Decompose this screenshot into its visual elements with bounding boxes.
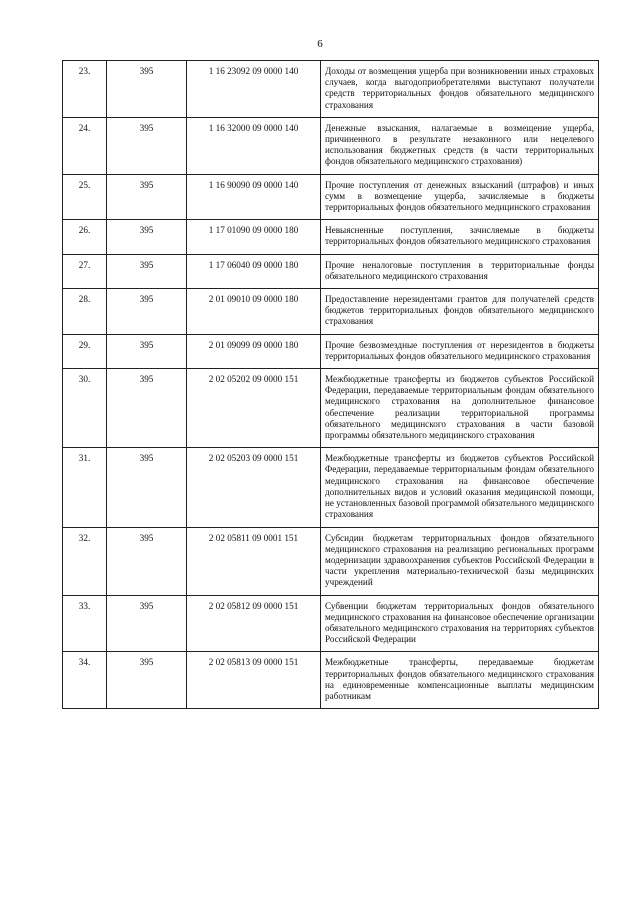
revenue-description: Денежные взыскания, налагаемые в возмещение ущерба, причиненного в результате незаконного или нецелевого использования бюджетных средств (в части территориальных фондов обязательного медицинского страхования) [321,117,599,174]
revenue-code: 2 02 05203 09 0000 151 [187,448,321,527]
revenue-description: Предоставление нерезидентами грантов для получателей средств бюджетов территориальных фондов обязательного медицинского страхования [321,289,599,335]
row-number: 29. [63,334,107,368]
revenue-code: 2 02 05812 09 0000 151 [187,595,321,652]
administrator-code: 395 [107,652,187,709]
administrator-code: 395 [107,595,187,652]
revenue-description: Прочие безвозмездные поступления от нерезидентов в бюджеты территориальных фондов обязательного медицинского страхования [321,334,599,368]
table-row [63,527,599,595]
row-number: 28. [63,289,107,335]
table-row [63,254,599,288]
table-row [63,595,599,652]
revenue-code: 2 02 05202 09 0000 151 [187,369,321,448]
table-row [63,652,599,709]
page-number: 6 [317,38,323,50]
revenue-code: 1 16 32000 09 0000 140 [187,117,321,174]
table-row [63,117,599,174]
revenue-code: 2 01 09099 09 0000 180 [187,334,321,368]
administrator-code: 395 [107,527,187,595]
administrator-code: 395 [107,334,187,368]
row-number: 31. [63,448,107,527]
revenue-description: Межбюджетные трансферты из бюджетов субъектов Российской Федерации, передаваемые территориальным фондам обязательного медицинского страхования на финансовое обеспечение дополнительных видов и условий оказания медицинской помощи, не установленных базовой программой обязательного медицинского страхования [321,448,599,527]
row-number: 26. [63,220,107,254]
revenue-description: Межбюджетные трансферты из бюджетов субъектов Российской Федерации, передаваемые территориальным фондам обязательного медицинского страхования на дополнительное финансовое обеспечение реализации территориальной программы обязательного медицинского страхования в части базовой программы обязательного медицинского страхования [321,369,599,448]
row-number: 24. [63,117,107,174]
revenue-code: 2 01 09010 09 0000 180 [187,289,321,335]
row-number: 34. [63,652,107,709]
administrator-code: 395 [107,117,187,174]
revenue-description: Невыясненные поступления, зачисляемые в бюджеты территориальных фондов обязательного медицинского страхования [321,220,599,254]
row-number: 27. [63,254,107,288]
table-row [63,334,599,368]
revenue-description: Доходы от возмещения ущерба при возникновении иных страховых случаев, когда выгодоприобретателями выступают получатели средств территориальных фондов обязательного медицинского страхования [321,61,599,118]
table-row [63,220,599,254]
revenue-code: 2 02 05813 09 0000 151 [187,652,321,709]
revenue-code: 1 16 90090 09 0000 140 [187,174,321,220]
revenue-code: 2 02 05811 09 0001 151 [187,527,321,595]
revenue-description: Прочие неналоговые поступления в территориальные фонды обязательного медицинского страхования [321,254,599,288]
row-number: 23. [63,61,107,118]
revenue-description: Субсидии бюджетам территориальных фондов обязательного медицинского страхования на реализацию региональных программ модернизации здравоохранения субъектов Российской Федерации в части укрепления материально-технической базы медицинских учреждений [321,527,599,595]
row-number: 25. [63,174,107,220]
table-row [63,174,599,220]
administrator-code: 395 [107,220,187,254]
table-row [63,61,599,118]
revenue-code: 1 17 06040 09 0000 180 [187,254,321,288]
revenue-code: 1 16 23092 09 0000 140 [187,61,321,118]
revenue-code: 1 17 01090 09 0000 180 [187,220,321,254]
row-number: 32. [63,527,107,595]
table-row [63,448,599,527]
table-row [63,369,599,448]
revenue-description: Прочие поступления от денежных взысканий (штрафов) и иных сумм в возмещение ущерба, зачисляемые в бюджеты территориальных фондов обязательного медицинского страхования [321,174,599,220]
table-row [63,289,599,335]
administrator-code: 395 [107,174,187,220]
revenue-description: Межбюджетные трансферты, передаваемые бюджетам территориальных фондов обязательного медицинского страхования на единовременные компенсационные выплаты медицинским работникам [321,652,599,709]
revenue-description: Субвенции бюджетам территориальных фондов обязательного медицинского страхования на финансовое обеспечение организации обязательного медицинского страхования на территориях субъектов Российской Федерации [321,595,599,652]
row-number: 33. [63,595,107,652]
administrator-code: 395 [107,369,187,448]
administrator-code: 395 [107,448,187,527]
budget-classification-table [62,60,599,709]
administrator-code: 395 [107,61,187,118]
administrator-code: 395 [107,254,187,288]
administrator-code: 395 [107,289,187,335]
row-number: 30. [63,369,107,448]
